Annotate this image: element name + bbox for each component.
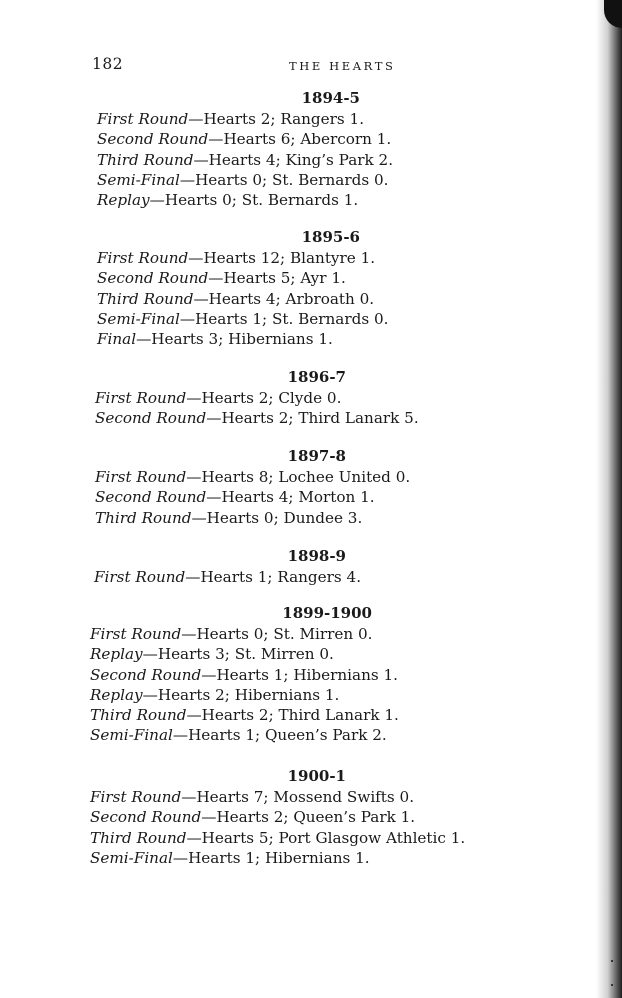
round-name: Second Round <box>95 409 207 428</box>
round-name: First Round <box>90 625 182 643</box>
em-dash: — <box>188 110 204 128</box>
season-year: 1896-7 <box>287 368 346 386</box>
round-name: Third Round <box>95 508 192 527</box>
em-dash: — <box>201 808 217 827</box>
em-dash: — <box>179 170 196 189</box>
em-dash: — <box>186 468 202 486</box>
em-dash: — <box>142 645 158 664</box>
result-line <box>97 268 388 288</box>
result-line <box>90 644 399 664</box>
em-dash: — <box>193 150 209 169</box>
result-line <box>94 567 361 587</box>
result-line <box>97 289 388 309</box>
result-line <box>97 190 393 210</box>
match-score: Hearts 2; Queen’s Park 1. <box>216 808 416 827</box>
round-name: First Round <box>94 568 186 586</box>
result-line <box>90 787 465 807</box>
em-dash: — <box>186 389 202 407</box>
match-score: Hearts 0; St. Bernards 0. <box>195 170 389 189</box>
result-line <box>90 665 399 685</box>
result-line <box>97 150 393 170</box>
round-name: Third Round <box>97 289 194 308</box>
result-line <box>97 170 393 190</box>
result-line <box>95 408 419 428</box>
result-line <box>90 685 399 705</box>
match-score: Hearts 0; Dundee 3. <box>206 508 363 527</box>
em-dash: — <box>172 848 189 867</box>
result-line <box>97 329 388 349</box>
em-dash: — <box>181 788 197 806</box>
em-dash: — <box>208 130 224 149</box>
em-dash: — <box>186 828 202 847</box>
em-dash: — <box>185 568 201 586</box>
season-block <box>90 602 399 746</box>
round-name: Second Round <box>97 269 209 288</box>
round-name: Final <box>97 330 137 349</box>
match-score: Hearts 4; Arbroath 0. <box>208 289 375 308</box>
match-score: Hearts 3; St. Mirren 0. <box>157 645 334 664</box>
result-line <box>97 109 393 129</box>
round-name: Second Round <box>95 488 207 507</box>
round-name: Semi-Final <box>90 726 173 745</box>
round-name: First Round <box>97 249 189 267</box>
em-dash: — <box>206 488 222 507</box>
round-name: Semi-Final <box>97 170 180 189</box>
match-score: Hearts 1; Rangers 4. <box>200 568 362 586</box>
season-block <box>97 226 388 349</box>
season-year: 1897-8 <box>287 447 346 465</box>
match-score: Hearts 0; St. Mirren 0. <box>196 625 373 643</box>
result-line <box>97 248 388 268</box>
match-score: Hearts 8; Lochee United 0. <box>201 468 411 486</box>
em-dash: — <box>172 726 189 745</box>
match-score: Hearts 1; Hibernians 1. <box>216 665 398 684</box>
season-year: 1894-5 <box>301 89 360 107</box>
round-name: Third Round <box>90 828 187 847</box>
result-line <box>90 828 465 848</box>
match-score: Hearts 4; King’s Park 2. <box>208 150 394 169</box>
round-name: First Round <box>90 788 182 806</box>
result-line <box>90 705 399 725</box>
em-dash: — <box>181 625 197 643</box>
result-line <box>97 309 388 329</box>
result-line <box>95 467 410 487</box>
result-line <box>95 487 410 507</box>
page-number: 182 <box>92 55 124 73</box>
season-year: 1895-6 <box>301 228 360 246</box>
round-name: Replay <box>97 191 150 210</box>
match-score: Hearts 4; Morton 1. <box>221 488 375 507</box>
season-block <box>90 765 465 868</box>
match-score: Hearts 5; Port Glasgow Athletic 1. <box>201 828 466 847</box>
match-score: Hearts 1; St. Bernards 0. <box>195 309 389 328</box>
match-score: Hearts 2; Third Lanark 5. <box>221 409 419 428</box>
round-name: Second Round <box>90 665 202 684</box>
result-line <box>90 848 465 868</box>
match-score: Hearts 0; St. Bernards 1. <box>164 191 359 210</box>
em-dash: — <box>193 289 209 308</box>
match-score: Hearts 2; Clyde 0. <box>201 389 342 407</box>
em-dash: — <box>136 330 152 349</box>
result-line <box>95 388 419 408</box>
season-block <box>97 87 393 210</box>
season-block <box>95 366 419 429</box>
round-name: Third Round <box>97 150 194 169</box>
round-name: Second Round <box>90 808 202 827</box>
match-score: Hearts 1; Queen’s Park 2. <box>188 726 387 745</box>
match-score: Hearts 3; Hibernians 1. <box>151 330 333 349</box>
season-year: 1899-1900 <box>282 604 372 622</box>
em-dash: — <box>208 269 224 288</box>
em-dash: — <box>149 191 165 210</box>
match-score: Hearts 5; Ayr 1. <box>223 269 346 288</box>
em-dash: — <box>179 309 196 328</box>
em-dash: — <box>191 508 207 527</box>
season-block <box>95 445 410 528</box>
match-score: Hearts 7; Mossend Swifts 0. <box>196 788 415 806</box>
round-name: Semi-Final <box>90 848 173 867</box>
em-dash: — <box>186 706 202 725</box>
em-dash: — <box>201 665 217 684</box>
round-name: Replay <box>90 685 143 704</box>
round-name: Third Round <box>90 706 187 725</box>
round-name: Replay <box>90 645 143 664</box>
result-line <box>90 807 465 827</box>
em-dash: — <box>142 685 158 704</box>
match-score: Hearts 6; Abercorn 1. <box>223 130 392 149</box>
match-score: Hearts 1; Hibernians 1. <box>188 848 370 867</box>
round-name: Second Round <box>97 130 209 149</box>
season-year: 1898-9 <box>287 547 346 565</box>
match-score: Hearts 2; Rangers 1. <box>203 110 365 128</box>
season-year: 1900-1 <box>287 767 346 785</box>
result-line <box>90 725 399 745</box>
em-dash: — <box>188 249 204 267</box>
em-dash: — <box>206 409 222 428</box>
match-score: Hearts 12; Blantyre 1. <box>203 249 376 267</box>
match-score: Hearts 2; Third Lanark 1. <box>201 706 399 725</box>
season-block <box>94 545 361 587</box>
round-name: First Round <box>97 110 189 128</box>
result-line <box>95 508 410 528</box>
match-score: Hearts 2; Hibernians 1. <box>157 685 340 704</box>
round-name: First Round <box>95 468 187 486</box>
round-name: First Round <box>95 389 187 407</box>
result-line <box>97 129 393 149</box>
round-name: Semi-Final <box>97 309 180 328</box>
running-head: THE HEARTS <box>289 59 396 73</box>
result-line <box>90 624 399 644</box>
